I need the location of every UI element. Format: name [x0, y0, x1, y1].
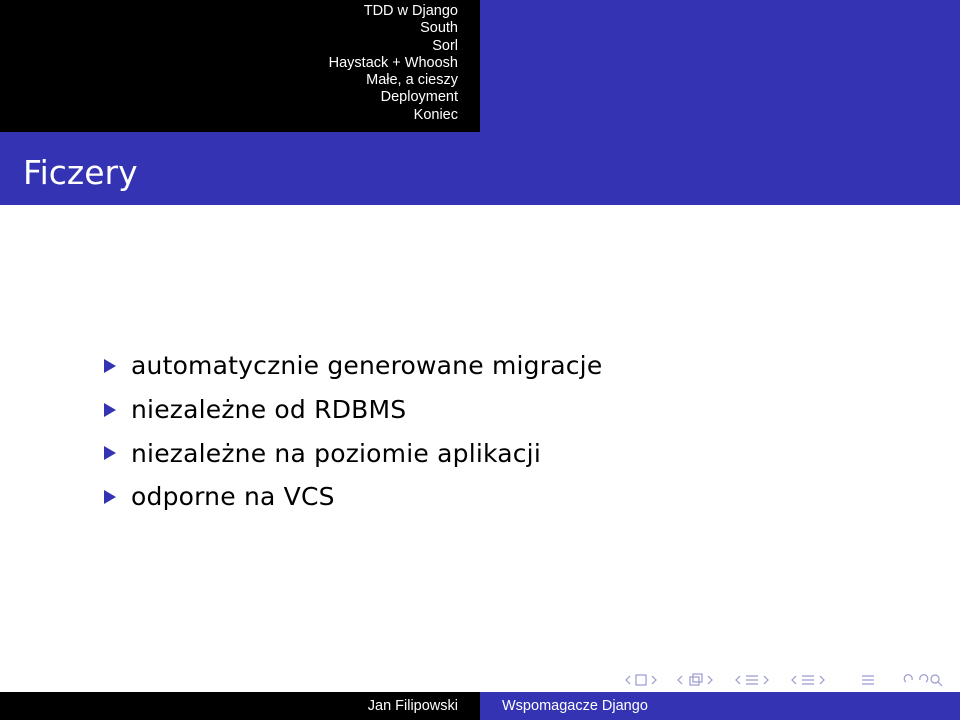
- section-next-icon[interactable]: [820, 676, 824, 684]
- search-icon[interactable]: [931, 675, 942, 686]
- back-forward-icon[interactable]: [904, 675, 928, 682]
- bullet-triangle-icon: [104, 403, 116, 417]
- subsection-next-icon[interactable]: [708, 676, 712, 684]
- bullet-triangle-icon: [104, 359, 116, 373]
- bullet-list: [104, 344, 602, 519]
- footer-title: Wspomagacze Django: [502, 698, 648, 714]
- nav-section-sorl[interactable]: Sorl: [432, 37, 458, 54]
- footline-author-box: [0, 692, 480, 720]
- frame-title-bar: [0, 132, 960, 205]
- subsection-icon[interactable]: [690, 674, 702, 685]
- list-item: [104, 344, 602, 388]
- frame-icon[interactable]: [636, 675, 646, 685]
- section-prev-icon[interactable]: [736, 676, 740, 684]
- list-item: [104, 388, 602, 432]
- footer-author: Jan Filipowski: [367, 698, 458, 714]
- list-item: [104, 431, 602, 475]
- bullet-text: odporne na VCS: [131, 482, 335, 512]
- document-icon[interactable]: [862, 676, 874, 684]
- subsection-prev-icon[interactable]: [678, 676, 682, 684]
- section-next-icon[interactable]: [764, 676, 768, 684]
- footline-title-box: [480, 692, 960, 720]
- section-icon[interactable]: [746, 676, 758, 684]
- bullet-text: niezależne od RDBMS: [131, 395, 407, 425]
- frame-prev-icon[interactable]: [626, 676, 630, 684]
- nav-section-koniec[interactable]: Koniec: [413, 106, 458, 123]
- frame-next-icon[interactable]: [652, 676, 656, 684]
- section-navigation: [0, 0, 480, 132]
- bullet-text: niezależne na poziomie aplikacji: [131, 438, 541, 468]
- navigation-symbols: [624, 672, 954, 688]
- nav-section-male[interactable]: Małe, a cieszy: [366, 72, 458, 89]
- list-item: [104, 475, 602, 519]
- bullet-triangle-icon: [104, 490, 116, 504]
- subsection-prev-icon[interactable]: [792, 676, 796, 684]
- nav-section-south[interactable]: South: [420, 20, 458, 37]
- bullet-text: automatycznie generowane migracje: [131, 351, 603, 381]
- section-icon[interactable]: [802, 676, 814, 684]
- headline: [0, 0, 960, 132]
- footline: [0, 692, 960, 720]
- bullet-triangle-icon: [104, 446, 116, 460]
- headline-right-panel: [480, 0, 960, 132]
- nav-section-tdd[interactable]: TDD w Django: [363, 3, 458, 19]
- frame-title: Ficzery: [23, 153, 138, 192]
- nav-section-haystack[interactable]: Haystack + Whoosh: [328, 54, 458, 71]
- nav-section-deployment[interactable]: Deployment: [380, 89, 458, 106]
